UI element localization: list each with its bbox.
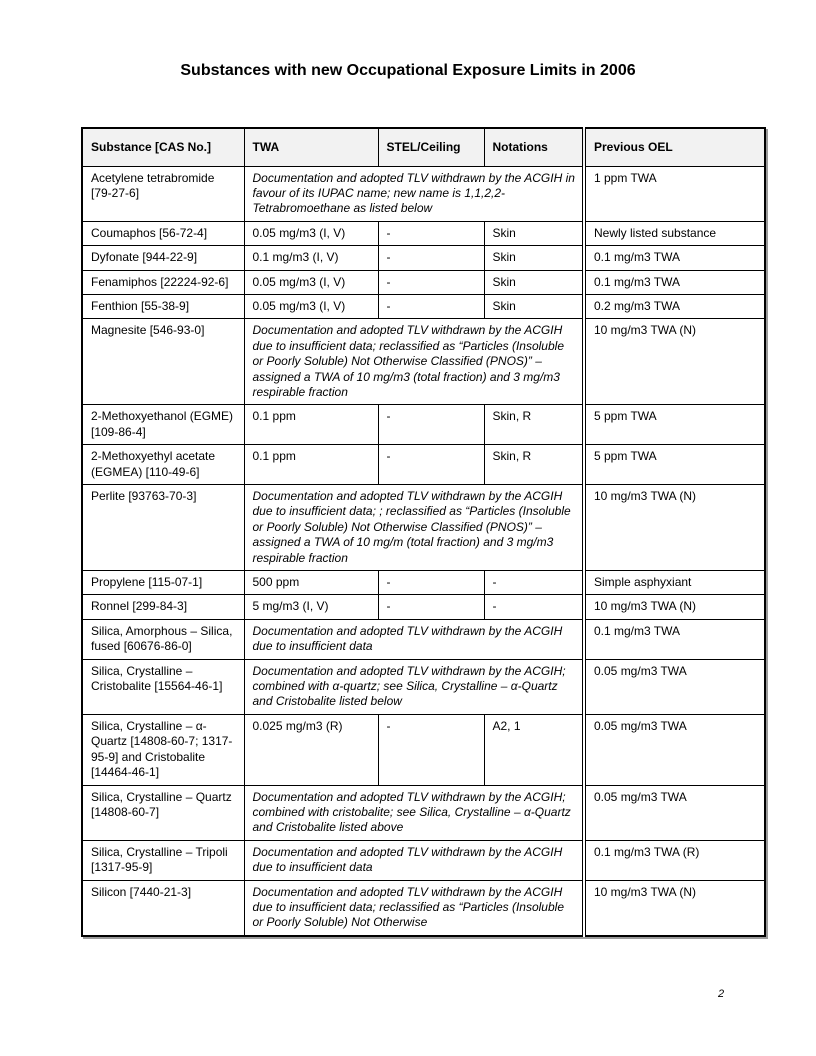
substance-cell: Propylene [115-07-1] xyxy=(82,571,244,595)
previous-oel-cell: 10 mg/m3 TWA (N) xyxy=(584,595,765,619)
table-row xyxy=(82,246,765,270)
substance-cell: Silicon [7440-21-3] xyxy=(82,880,244,936)
substances-table xyxy=(81,127,766,937)
previous-oel-cell: 10 mg/m3 TWA (N) xyxy=(584,319,765,405)
twa-cell: 0.1 mg/m3 (I, V) xyxy=(244,246,378,270)
substance-cell: 2-Methoxyethanol (EGME) [109-86-4] xyxy=(82,405,244,445)
withdrawal-note-cell: Documentation and adopted TLV withdrawn by the ACGIH due to insufficient data xyxy=(244,619,584,659)
withdrawal-note-cell: Documentation and adopted TLV withdrawn by the ACGIH due to insufficient data; reclassified as “Particles (Insoluble or Poorly Soluble) Not Otherwise xyxy=(244,880,584,936)
page-number: 2 xyxy=(718,988,725,1000)
stel-ceiling-cell: - xyxy=(378,445,484,485)
withdrawal-note-cell: Documentation and adopted TLV withdrawn by the ACGIH; combined with α-quartz; see Silica, Crystalline – α-Quartz and Cristobalite listed below xyxy=(244,659,584,714)
stel-ceiling-cell: - xyxy=(378,221,484,245)
notations-cell: - xyxy=(484,595,584,619)
twa-cell: 0.05 mg/m3 (I, V) xyxy=(244,221,378,245)
twa-cell: 0.05 mg/m3 (I, V) xyxy=(244,294,378,318)
substance-cell: Silica, Crystalline – α-Quartz [14808-60-7; 1317-95-9] and Cristobalite [14464-46-1] xyxy=(82,714,244,785)
substance-cell: Silica, Amorphous – Silica, fused [60676-86-0] xyxy=(82,619,244,659)
stel-ceiling-cell: - xyxy=(378,294,484,318)
stel-ceiling-cell: - xyxy=(378,714,484,785)
column-header-stel-ceiling: STEL/Ceiling xyxy=(378,128,484,166)
previous-oel-cell: 0.05 mg/m3 TWA xyxy=(584,659,765,714)
substance-cell: Magnesite [546-93-0] xyxy=(82,319,244,405)
previous-oel-cell: Newly listed substance xyxy=(584,221,765,245)
stel-ceiling-cell: - xyxy=(378,270,484,294)
withdrawal-note-cell: Documentation and adopted TLV withdrawn by the ACGIH due to insufficient data xyxy=(244,840,584,880)
substance-cell: Coumaphos [56-72-4] xyxy=(82,221,244,245)
withdrawal-note-cell: Documentation and adopted TLV withdrawn by the ACGIH in favour of its IUPAC name; new name is 1,1,2,2-Tetrabromoethane as listed below xyxy=(244,166,584,221)
column-header-substance-cas-no: Substance [CAS No.] xyxy=(82,128,244,166)
table-row xyxy=(82,880,765,936)
previous-oel-cell: 10 mg/m3 TWA (N) xyxy=(584,880,765,936)
substances-table-body xyxy=(82,166,765,936)
previous-oel-cell: 0.1 mg/m3 TWA xyxy=(584,619,765,659)
previous-oel-cell: 0.1 mg/m3 TWA xyxy=(584,270,765,294)
previous-oel-cell: 10 mg/m3 TWA (N) xyxy=(584,485,765,571)
twa-cell: 5 mg/m3 (I, V) xyxy=(244,595,378,619)
previous-oel-cell: Simple asphyxiant xyxy=(584,571,765,595)
previous-oel-cell: 5 ppm TWA xyxy=(584,445,765,485)
substance-cell: Silica, Crystalline – Tripoli [1317-95-9] xyxy=(82,840,244,880)
notations-cell: Skin, R xyxy=(484,445,584,485)
stel-ceiling-cell: - xyxy=(378,571,484,595)
stel-ceiling-cell: - xyxy=(378,405,484,445)
previous-oel-cell: 0.05 mg/m3 TWA xyxy=(584,714,765,785)
page-title: Substances with new Occupational Exposure Limits in 2006 xyxy=(180,62,636,79)
notations-cell: Skin xyxy=(484,270,584,294)
substance-cell: Acetylene tetrabromide [79-27-6] xyxy=(82,166,244,221)
table-row xyxy=(82,221,765,245)
substance-cell: Dyfonate [944-22-9] xyxy=(82,246,244,270)
notations-cell: Skin, R xyxy=(484,405,584,445)
table-row xyxy=(82,319,765,405)
previous-oel-cell: 1 ppm TWA xyxy=(584,166,765,221)
stel-ceiling-cell: - xyxy=(378,246,484,270)
twa-cell: 500 ppm xyxy=(244,571,378,595)
table-row xyxy=(82,294,765,318)
notations-cell: Skin xyxy=(484,221,584,245)
table-header-row xyxy=(82,128,765,166)
table-row xyxy=(82,840,765,880)
previous-oel-cell: 5 ppm TWA xyxy=(584,405,765,445)
twa-cell: 0.1 ppm xyxy=(244,405,378,445)
previous-oel-cell: 0.05 mg/m3 TWA xyxy=(584,785,765,840)
table-row xyxy=(82,595,765,619)
table-row xyxy=(82,166,765,221)
table-row xyxy=(82,659,765,714)
table-row xyxy=(82,270,765,294)
withdrawal-note-cell: Documentation and adopted TLV withdrawn by the ACGIH; combined with cristobalite; see Silica, Crystalline – α-Quartz and Cristobalite listed above xyxy=(244,785,584,840)
twa-cell: 0.1 ppm xyxy=(244,445,378,485)
table-row xyxy=(82,714,765,785)
table-row xyxy=(82,405,765,445)
withdrawal-note-cell: Documentation and adopted TLV withdrawn by the ACGIH due to insufficient data; ; reclassified as “Particles (Insoluble or Poorly Soluble) Not Otherwise Classified (PNOS)” – assigned a TWA of 10 mg/m (total fraction) and 3 mg/m3 respirable fraction xyxy=(244,485,584,571)
table-row xyxy=(82,571,765,595)
column-header-notations: Notations xyxy=(484,128,584,166)
notations-cell: Skin xyxy=(484,294,584,318)
notations-cell: Skin xyxy=(484,246,584,270)
table-row xyxy=(82,619,765,659)
withdrawal-note-cell: Documentation and adopted TLV withdrawn by the ACGIH due to insufficient data; reclassified as “Particles (Insoluble or Poorly Soluble) Not Otherwise Classified (PNOS)” – assigned a TWA of 10 mg/m3 (total fraction) and 3 mg/m3 respirable fraction xyxy=(244,319,584,405)
twa-cell: 0.05 mg/m3 (I, V) xyxy=(244,270,378,294)
notations-cell: - xyxy=(484,571,584,595)
substance-cell: Ronnel [299-84-3] xyxy=(82,595,244,619)
substance-cell: Silica, Crystalline – Quartz [14808-60-7] xyxy=(82,785,244,840)
table-row xyxy=(82,445,765,485)
column-header-twa: TWA xyxy=(244,128,378,166)
twa-cell: 0.025 mg/m3 (R) xyxy=(244,714,378,785)
substance-cell: 2-Methoxyethyl acetate (EGMEA) [110-49-6] xyxy=(82,445,244,485)
previous-oel-cell: 0.1 mg/m3 TWA (R) xyxy=(584,840,765,880)
table-row xyxy=(82,485,765,571)
column-header-previous-oel: Previous OEL xyxy=(584,128,765,166)
substance-cell: Fenamiphos [22224-92-6] xyxy=(82,270,244,294)
previous-oel-cell: 0.2 mg/m3 TWA xyxy=(584,294,765,318)
substance-cell: Perlite [93763-70-3] xyxy=(82,485,244,571)
previous-oel-cell: 0.1 mg/m3 TWA xyxy=(584,246,765,270)
substance-cell: Fenthion [55-38-9] xyxy=(82,294,244,318)
substance-cell: Silica, Crystalline – Cristobalite [15564-46-1] xyxy=(82,659,244,714)
notations-cell: A2, 1 xyxy=(484,714,584,785)
stel-ceiling-cell: - xyxy=(378,595,484,619)
table-row xyxy=(82,785,765,840)
